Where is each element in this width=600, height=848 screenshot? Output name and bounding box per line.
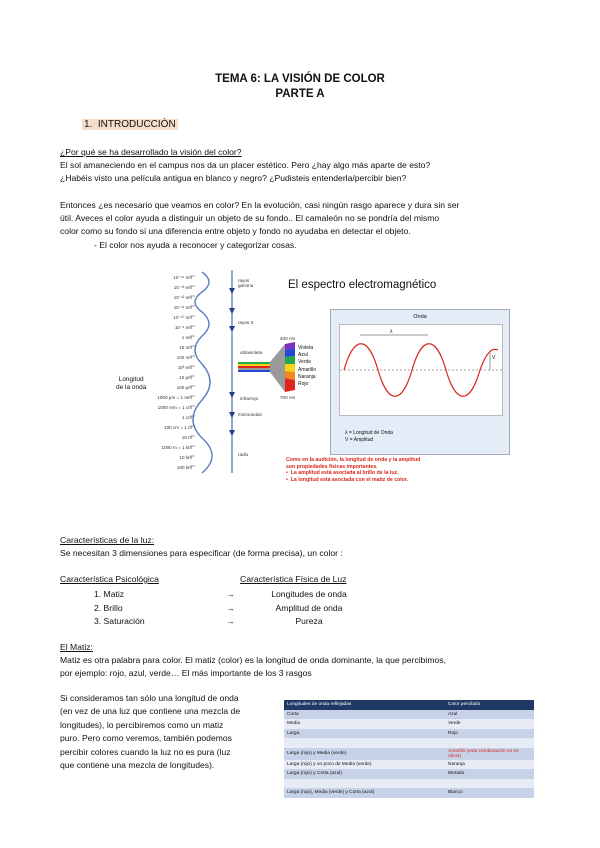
- phys-column: Longitudes de onda Amplitud de onda Pureza: [271, 589, 347, 626]
- table-row: Corta Azul: [284, 710, 534, 720]
- band-label: rayos gamma: [238, 278, 254, 288]
- paragraph-line: color como su fondo si una diferencia entre objeto y fondo no ayudaba en detectar el objeto.: [60, 226, 411, 237]
- band-label: microondas: [238, 412, 262, 417]
- intro-line: ¿Habéis visto una película antigua en blanco y negro? ¿Pudisteis entenderla/percibir bien?: [60, 173, 407, 184]
- lambda-symbol: λ: [390, 329, 393, 335]
- matiz-heading: El Matiz:: [60, 642, 93, 652]
- arrow-column: → → →: [226, 589, 235, 626]
- visible-colors-list: Violeta Azul Verde Amarillo Naranja Rojo: [298, 345, 317, 388]
- features-heading: Características de la luz:: [60, 535, 155, 545]
- sine-wave: [340, 325, 502, 415]
- table-row: [284, 738, 534, 748]
- intro-block: [60, 146, 540, 186]
- band-label: ultravioleta: [240, 350, 263, 355]
- table-row: Larga (rojo) y Corta (azul) Morado: [284, 769, 534, 779]
- table-header-row: Longitudes de onda reflejadas Color percibido: [284, 700, 534, 710]
- table-row: Larga Rojo: [284, 729, 534, 739]
- psych-column: 1. Matiz 2. Brillo 3. Saturación: [94, 589, 145, 626]
- band-label: radio: [238, 452, 249, 457]
- section-heading: 1. INTRODUCCIÓN: [84, 119, 176, 130]
- spectrum-title: El espectro electromagnético: [288, 279, 437, 291]
- band-label: infrarrojo: [240, 396, 259, 401]
- matiz-block: [60, 641, 540, 681]
- matiz-line: por ejemplo: rojo, azul, verde… El más importante de los 3 rasgos: [60, 668, 312, 679]
- bullet-line: - El color nos ayuda a reconocer y categorizar cosas.: [94, 239, 297, 250]
- intro-paragraph: [60, 199, 540, 252]
- intro-question: ¿Por qué se ha desarrollado la visión del color?: [60, 147, 242, 157]
- color-table-wrapper: [284, 700, 534, 798]
- page-title: TEMA 6: LA VISIÓN DE COLOR: [215, 73, 385, 85]
- nm-bottom-label: 700 nm: [280, 395, 296, 400]
- wave-panel: [330, 309, 510, 455]
- wave-plot: [339, 324, 503, 416]
- wave-title: Onda: [413, 314, 427, 320]
- band-label: rayos X: [238, 320, 254, 325]
- table-row: Larga (rojo) y un poco de Media (verde) Naranja: [284, 760, 534, 770]
- scale-labels: 10⁻¹⁴ nm 10⁻¹³ nm 10⁻¹² nm 10⁻¹¹ nm 10⁻¹⁰ nm 10⁻⁹ nm 1 nm 10 nm 100 nm 10³ nm 10 μm 100 μm 1000 μm = 1 mm 1000 mm = 1 cm 1 cm 100 cm = 1 m 10 m 1000 m = 1 km 10 km 100 km: [157, 275, 192, 470]
- longitud-label: Longitud de la onda: [116, 376, 147, 391]
- features-text: Se necesitan 3 dimensiones para especificar (de forma precisa), un color :: [60, 548, 343, 559]
- table-row: Larga (rojo), Media (verde) y Corta (azul) Blanco: [284, 788, 534, 798]
- amplitude-symbol: V: [492, 355, 496, 361]
- table-row: Larga (rojo) y Media (verde) Amarillo (esta combinación no es obvia): [284, 748, 534, 760]
- col-psych-header: Característica Psicológica: [60, 574, 159, 584]
- paragraph-line: útil. Aveces el color ayuda a distinguir un objeto de su fondo.. El camaleón no se pondría del mismo: [60, 213, 440, 224]
- page-subtitle: PARTE A: [275, 88, 325, 100]
- table-row: Media Verde: [284, 719, 534, 729]
- spectrum-diagram: [110, 268, 320, 478]
- table-row: [284, 779, 534, 789]
- nm-top-label: 400 nm: [280, 336, 296, 341]
- col-phys-header: Característica Física de Luz: [240, 574, 347, 584]
- wave-note: Como en la audición, la longitud de onda y la amplitud son propiedades físicas importantes. • La amplitud está asociada al brillo de la luz. • La longitud está asociada con el matiz de color.: [286, 457, 421, 483]
- features-block: [60, 534, 540, 560]
- wave-legend: λ = Longitud de Onda V = Amplitud: [345, 430, 393, 443]
- matiz-line: Matiz es otra palabra para color. El matiz (color) es la longitud de onda dominante, la que percibimos,: [60, 655, 446, 666]
- intro-line: El sol amaneciendo en el campus nos da un placer estético. Pero ¿hay algo más aparte de esto?: [60, 160, 431, 171]
- color-table: [284, 700, 534, 798]
- matiz-side-text: Si consideramos tan sólo una longitud de onda (en vez de una luz que contiene una mezcla de longitudes), lo percibiremos como un matiz puro. Pero como veremos, también podemos percibir colores cuando la luz no es pura (luz que contiene una mezcla de longitudes).: [60, 693, 241, 771]
- spectrum-figure: [110, 268, 320, 478]
- paragraph-line: Entonces ¿es necesario que veamos en color? En la evolución, casi ningún rasgo aparece y dura sin ser: [60, 200, 460, 210]
